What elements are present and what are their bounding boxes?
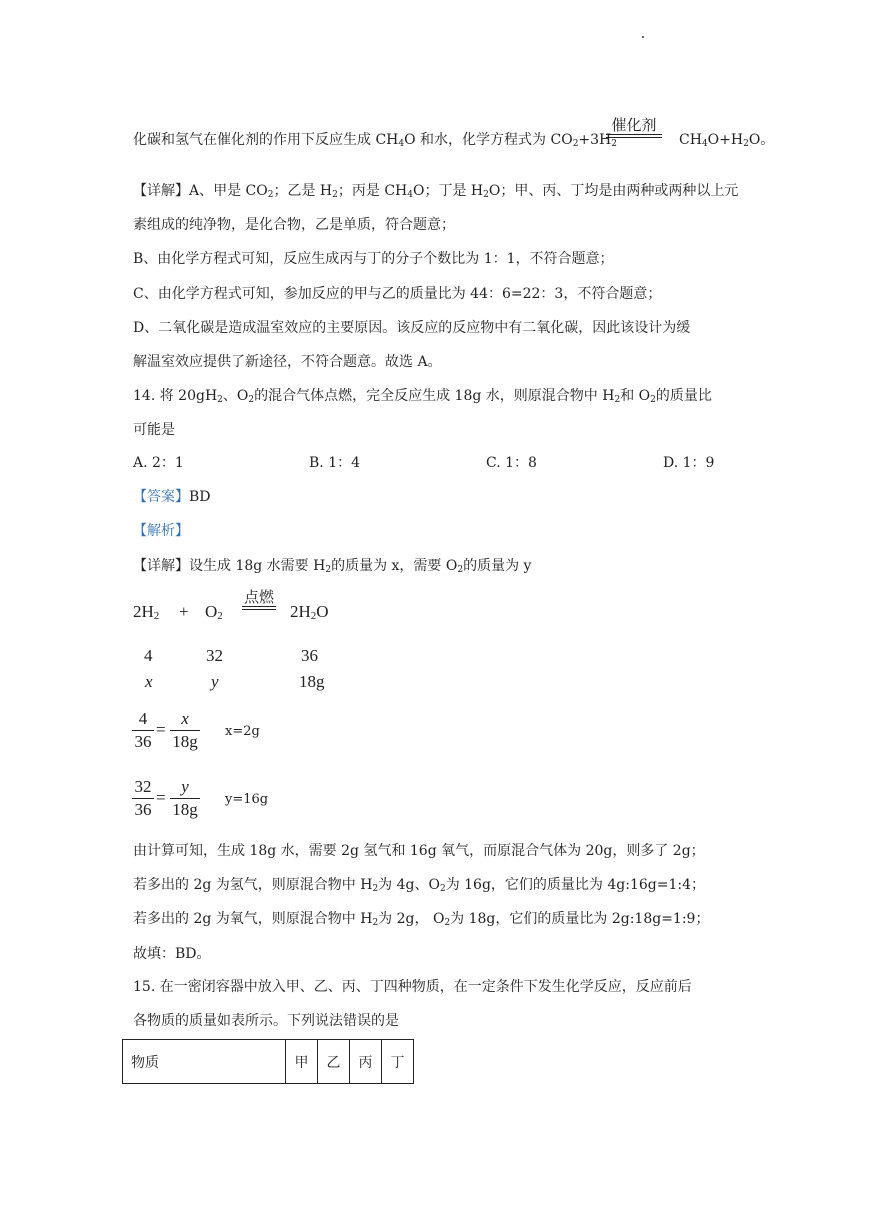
var-y: y xyxy=(211,672,219,691)
catalyst-condition: 催化剂 xyxy=(606,116,662,138)
fill-answer: 故填：BD。 xyxy=(133,946,211,962)
calc-line-2: 若多出的 2g 为氢气，则原混合物中 $H_2$为 4g、$O_2$为 16g，它们的质量比为 4g:16g=1:4； xyxy=(133,877,706,894)
detail-a: 【详解】A、甲是 $CO_2$；乙是 $H_2$；丙是 $CH_4O$；丁是 $H_2O$；甲、丙、丁均是由两种或两种以上元 xyxy=(133,183,739,200)
var-x: x xyxy=(145,672,153,691)
option-d-line2: 解温室效应提供了新途径，不符合题意。故选 A。 xyxy=(133,354,442,370)
choice-c: C. 1：8 xyxy=(486,455,537,471)
table-row xyxy=(123,1040,414,1084)
plus-sign: + xyxy=(179,602,189,621)
mass-o2: 32 xyxy=(206,646,223,665)
choice-b: B. 1：4 xyxy=(309,455,361,471)
table-cell-ding: 丁 xyxy=(382,1040,414,1084)
fraction-2-right: y 18g xyxy=(170,776,200,821)
question-15-line2: 各物质的质量如表所示。下列说法错误的是 xyxy=(133,1013,399,1029)
calc-line-1: 由计算可知，生成 18g 水，需要 2g 氢气和 16g 氧气，而原混合气体为 20g，则多了 2g； xyxy=(133,843,705,859)
answer-label: 【答案】 xyxy=(133,489,189,505)
product-h2o: $2H_2O$ xyxy=(290,602,329,622)
detail-a-line2: 素组成的纯净物，是化合物，乙是单质，符合题意； xyxy=(133,217,455,233)
fraction-1-right: x 18g xyxy=(170,708,200,753)
result-x: x=2g xyxy=(225,724,260,739)
double-arrow-line xyxy=(606,134,662,138)
question-14-line2: 可能是 xyxy=(133,422,175,438)
page-dot xyxy=(642,36,644,38)
mass-table xyxy=(122,1039,414,1084)
calc-line-3: 若多出的 2g 为氧气，则原混合物中 $H_2$为 2g， $O_2$为 18g，它们的质量比为 2g:18g=1:9； xyxy=(133,911,710,928)
ignite-condition: 点燃 xyxy=(242,588,276,610)
detail-2: 【详解】设生成 18g 水需要 $H_2$的质量为 x，需要 $O_2$的质量为 y xyxy=(133,558,532,575)
question-15-line1: 15. 在一密闭容器中放入甲、乙、丙、丁四种物质，在一定条件下发生化学反应，反应前后 xyxy=(133,979,692,995)
mass-h2: 4 xyxy=(144,646,153,665)
mass-water: 18g xyxy=(299,672,325,691)
equals-2: = xyxy=(156,788,166,807)
analysis-label: 【解析】 xyxy=(133,523,189,539)
choice-a: A. 2：1 xyxy=(133,455,184,471)
question-14: 14. 将 $20gH_2$、$O_2$的混合气体点燃，完全反应生成 18g 水，则原混合物中 $H_2$和 $O_2$的质量比 xyxy=(133,388,712,405)
option-b-text: B、由化学方程式可知，反应生成丙与丁的分子个数比为 1：1，不符合题意； xyxy=(133,251,614,267)
equals-1: = xyxy=(156,720,166,739)
double-arrow-line xyxy=(242,606,276,610)
fraction-2-left: 32 36 xyxy=(132,776,154,821)
reactant-h2: $2H_2$ xyxy=(133,602,160,622)
reactant-o2: $O_2$ xyxy=(205,602,223,622)
table-cell-jia: 甲 xyxy=(286,1040,318,1084)
option-c-text: C、由化学方程式可知，参加反应的甲与乙的质量比为 44：6=22：3，不符合题意； xyxy=(133,286,662,302)
equation-sentence: 化碳和氢气在催化剂的作用下反应生成 $CH_4O$ 和水，化学方程式为 $CO_2+3H_2$ $CH_4O+H_2O$。 xyxy=(133,132,775,149)
fraction-1-left: 4 36 xyxy=(132,708,154,753)
option-d-line1: D、二氧化碳是造成温室效应的主要原因。该反应的反应物中有二氧化碳，因此该设计为缓 xyxy=(133,320,691,336)
table-cell-bing: 丙 xyxy=(350,1040,382,1084)
result-y: y=16g xyxy=(225,792,269,807)
answer-line: 【答案】BD xyxy=(133,489,211,505)
table-cell-yi: 乙 xyxy=(318,1040,350,1084)
table-header-cell: 物质 xyxy=(123,1040,286,1084)
mass-h2o: 36 xyxy=(301,646,318,665)
choice-d: D. 1：9 xyxy=(663,455,715,471)
